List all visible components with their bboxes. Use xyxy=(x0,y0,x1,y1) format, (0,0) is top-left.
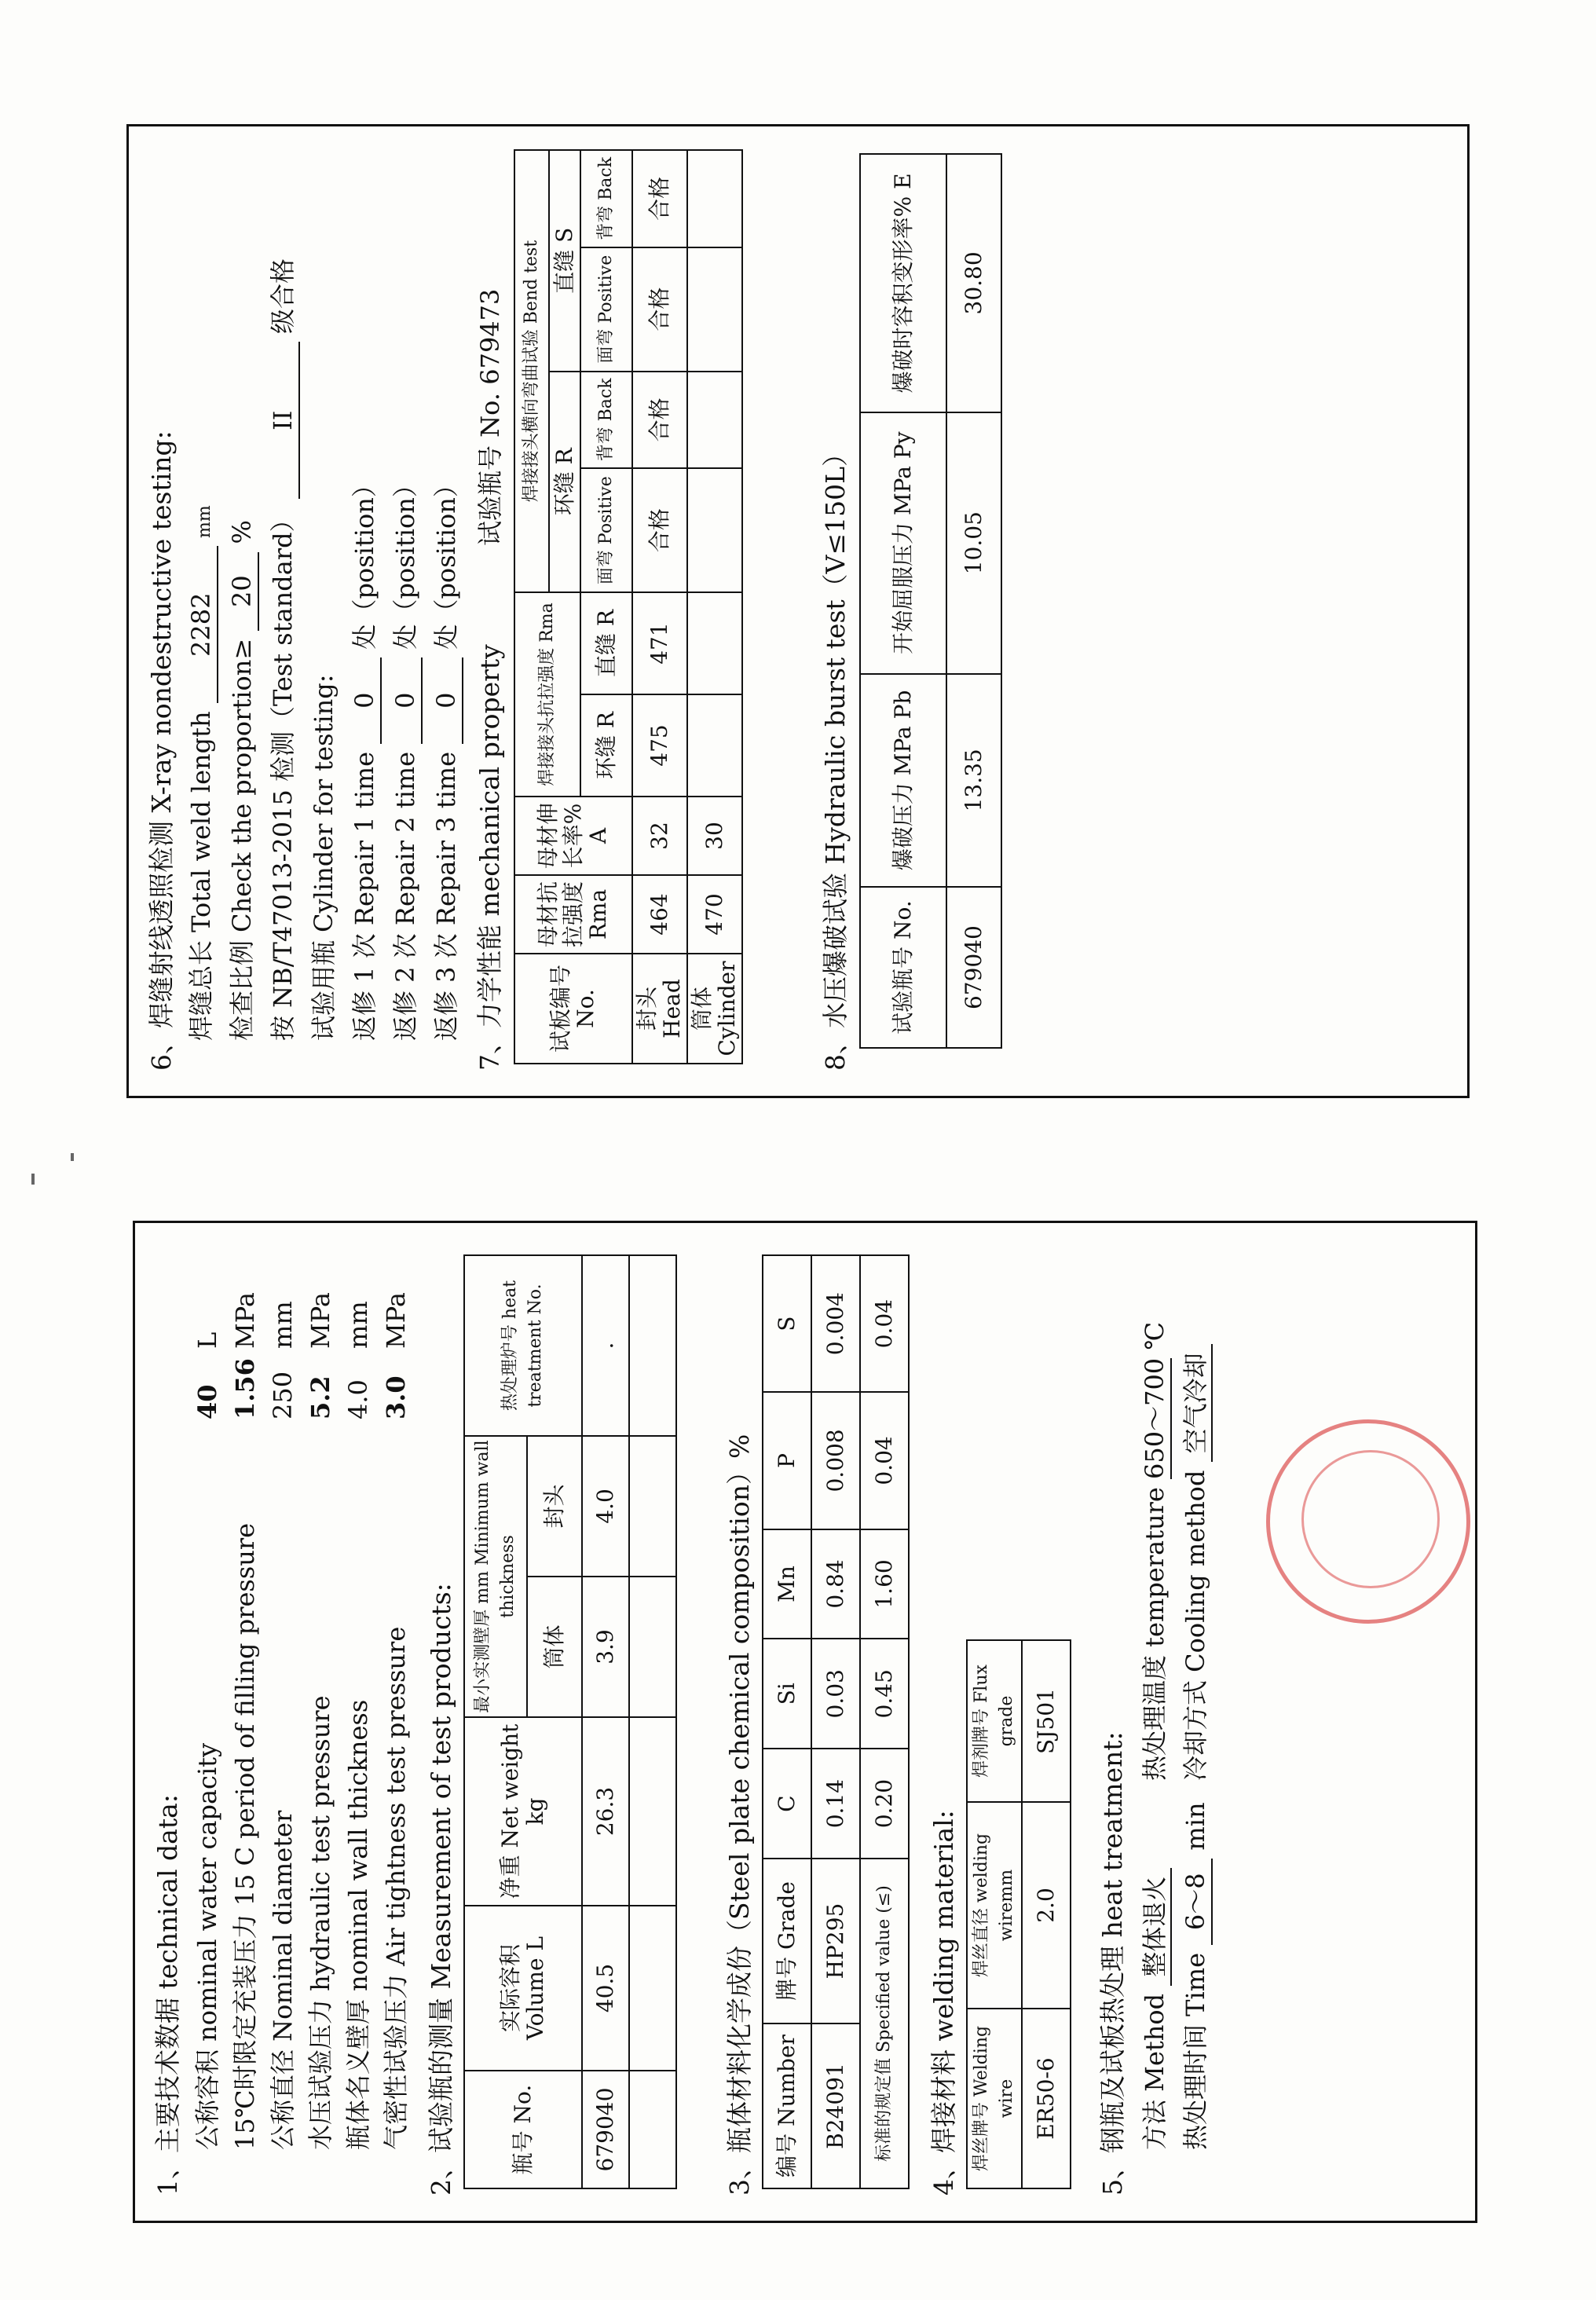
cell-flux: SJ501 xyxy=(1022,1640,1071,1802)
th-flux: 焊剂牌号 Flux grade xyxy=(967,1640,1022,1802)
sec6-std-row xyxy=(267,258,300,1041)
sec1-label-3: 公称直径 Nominal diameter xyxy=(268,1810,298,2150)
cell-volume: 40.5 xyxy=(582,1906,629,2071)
th-weld-long: 直缝 R xyxy=(580,592,632,694)
cell-burst-pressure: 13.35 xyxy=(946,674,1001,888)
sec1-label-1: 公称容积 nominal water capacity xyxy=(192,1742,222,2150)
repair-1-value: 0 xyxy=(349,657,382,744)
sec1-value-5: 4.0 xyxy=(343,1379,373,1419)
sec5-temp-value: 650～700 xyxy=(1139,1358,1172,1479)
th-bend-back-s: 背弯 Back xyxy=(580,150,632,247)
sec1-value-3: 250 xyxy=(268,1371,298,1419)
sec5-time-value: 6～8 xyxy=(1180,1859,1213,1945)
cell-head-weld-long: 471 xyxy=(632,592,687,694)
sec5-cool-label: 冷却方式 Cooling method xyxy=(1181,1470,1210,1781)
sec2-title: 2、试验瓶的测量 Measurement of test products: xyxy=(426,1583,456,2196)
scan-speck xyxy=(71,1153,74,1161)
cell-cyl-a: 30 xyxy=(687,797,742,875)
cell-si: 0.03 xyxy=(811,1639,860,1749)
measurement-table xyxy=(463,1254,677,2189)
cell-spec-c: 0.20 xyxy=(860,1749,909,1859)
th-si: Si xyxy=(763,1639,811,1749)
sec1-unit-1: L xyxy=(192,1331,222,1349)
cell-c: 0.14 xyxy=(811,1749,860,1859)
cell-spec-label: 标准的规定值 Specified value (≤) xyxy=(860,1859,909,2188)
th-bend-back-r: 背弯 Back xyxy=(580,372,632,469)
th-heat-no: 热处理炉号 heat treatment No. xyxy=(464,1255,582,1436)
scan-speck xyxy=(31,1174,35,1185)
th-weld-circ: 环缝 R xyxy=(580,694,632,797)
th-wire: 焊丝牌号 Welding wire xyxy=(967,2009,1022,2188)
sec6-repair-2 xyxy=(390,472,423,1041)
repair-3-label: 返修 3 次 Repair 3 time xyxy=(431,751,461,1041)
cell-no: 679040 xyxy=(582,2071,629,2188)
cell-spec-si: 0.45 xyxy=(860,1639,909,1749)
cell-spec-p: 0.04 xyxy=(860,1392,909,1529)
sec5-method-value: 整体退火 xyxy=(1139,1868,1172,1986)
th-grade: 牌号 Grade xyxy=(763,1859,811,2023)
sec1-label-4: 水压试验压力 hydraulic test pressure xyxy=(306,1695,335,2150)
cell-head-rma: 464 xyxy=(632,875,687,954)
sec5-time-row xyxy=(1180,1802,1213,2150)
sec1-value-4: 5.2 xyxy=(306,1375,335,1419)
sec5-temp-label: 热处理温度 temperature xyxy=(1140,1487,1170,1781)
repair-2-unit: 处（position） xyxy=(390,472,420,650)
th-head: 封头 xyxy=(527,1436,582,1577)
sec7-bottle-no: 试验瓶号 No. 679473 xyxy=(475,288,505,546)
cell-wire-dia: 2.0 xyxy=(1022,1802,1071,2009)
th-shell: 筒体 xyxy=(527,1577,582,1717)
sec5-time-label: 热处理时间 Time xyxy=(1181,1952,1210,2150)
sec1-value-2: 1.56 xyxy=(230,1358,260,1419)
sec5-cool-row xyxy=(1180,1344,1213,1781)
burst-table xyxy=(859,153,1002,1049)
cell-spec-mn: 1.60 xyxy=(860,1529,909,1639)
cell-head-bend-1: 合格 xyxy=(632,468,687,592)
cell-burst-no: 679040 xyxy=(946,887,1001,1048)
sec5-temp-unit: ℃ xyxy=(1140,1321,1170,1350)
sec6-len-row xyxy=(185,505,221,1041)
sec5-cool-value: 空气冷却 xyxy=(1180,1344,1213,1462)
sec5-method-row xyxy=(1139,1868,1172,2150)
cell-s: 0.004 xyxy=(811,1255,860,1392)
th-min-wall: 最小实测壁厚 mm Minimum wall thickness xyxy=(464,1436,527,1717)
th-base-rma: 母材抗拉强度 Rma xyxy=(514,875,632,954)
repair-1-label: 返修 1 次 Repair 1 time xyxy=(350,751,379,1041)
cell-volume-deform: 30.80 xyxy=(946,154,1001,412)
cell-cyl-label: 筒体 Cylinder xyxy=(687,954,742,1064)
sec1-value-1: 40 xyxy=(192,1384,222,1419)
sec3-title: 3、瓶体材料化学成份（Steel plate chemical composition）% xyxy=(724,1434,755,2196)
chemistry-table xyxy=(762,1254,910,2189)
th-c: C xyxy=(763,1749,811,1859)
repair-1-unit: 处（position） xyxy=(350,472,379,650)
sec1-unit-6: MPa xyxy=(381,1292,411,1349)
th-s: S xyxy=(763,1255,811,1392)
cell-yield-pressure: 10.05 xyxy=(946,412,1001,674)
sec6-repair-3 xyxy=(430,472,463,1041)
welding-table xyxy=(966,1639,1071,2189)
th-bend-pos-s: 面弯 Positive xyxy=(580,247,632,372)
mechanical-table xyxy=(514,149,743,1064)
sec1-unit-4: MPa xyxy=(306,1292,335,1349)
th-bottle-no: 瓶号 No. xyxy=(464,2071,582,2188)
cell-head-bend-2: 合格 xyxy=(632,372,687,469)
th-wire-dia: 焊丝直径 welding wiremm xyxy=(967,1802,1022,2009)
th-bend-test: 焊接接头横向弯曲试验 Bend test xyxy=(514,150,549,592)
th-number: 编号 Number xyxy=(763,2023,811,2188)
th-bend-circ: 环缝 R xyxy=(549,372,580,593)
cell-cyl-rma: 470 xyxy=(687,875,742,954)
cell-spec-s: 0.04 xyxy=(860,1255,909,1392)
sec1-label-5: 瓶体名义壁厚 nominal wall thickness xyxy=(343,1699,373,2150)
sec1-title: 1、主要技术数据 technical data: xyxy=(152,1794,183,2196)
th-base-a: 母材伸长率% A xyxy=(514,797,632,875)
cell-shell: 3.9 xyxy=(582,1577,629,1717)
sec4-title: 4、焊接材料 welding material: xyxy=(928,1810,959,2196)
sec6-prop-value: 20 xyxy=(226,552,259,631)
sec5-title: 5、钢瓶及试板热处理 heat treatment: xyxy=(1097,1731,1128,2196)
sec1-label-6: 气密性试验压力 Air tightness test pressure xyxy=(381,1626,411,2150)
th-volume-deform: 爆破时容积变形率% E xyxy=(860,154,946,412)
th-burst-no: 试验瓶号 No. xyxy=(860,887,946,1048)
th-weld-rma: 焊接接头抗拉强度 Rma xyxy=(514,592,580,797)
cell-number: B24091 xyxy=(811,2023,860,2188)
sec1-unit-5: mm xyxy=(343,1301,373,1349)
sec6-std-label: 按 NB/T47013-2015 检测（Test standard） xyxy=(268,507,298,1041)
sec6-len-unit: mm xyxy=(195,505,214,539)
red-seal-stamp xyxy=(1266,1419,1470,1624)
panel-technical-data xyxy=(133,1221,1477,2223)
cell-weight: 26.3 xyxy=(582,1717,629,1906)
cell-wire: ER50-6 xyxy=(1022,2009,1071,2188)
repair-2-label: 返修 2 次 Repair 2 time xyxy=(390,751,420,1041)
sec6-title: 6、焊缝射线透照检测 X-ray nondestructive testing: xyxy=(146,430,177,1071)
th-bend-long: 直缝 S xyxy=(549,150,580,372)
cell-heat: . xyxy=(582,1255,629,1436)
sec6-std-unit: 级合格 xyxy=(268,258,298,335)
cell-head-bend-3: 合格 xyxy=(632,247,687,372)
cell-head-bend-4: 合格 xyxy=(632,150,687,247)
sec6-prop-label: 检查比例 Check the proportion≥ xyxy=(227,638,257,1041)
th-p: P xyxy=(763,1392,811,1529)
sec6-len-label: 焊缝总长 Total weld length xyxy=(186,711,216,1041)
cell-head-label: 封头 Head xyxy=(632,954,687,1064)
sec1-unit-2: MPa xyxy=(230,1292,260,1349)
sec1-unit-3: mm xyxy=(268,1301,298,1349)
th-volume: 实际容积 Volume L xyxy=(464,1906,582,2071)
th-net-weight: 净重 Net weight kg xyxy=(464,1717,582,1906)
cell-p: 0.008 xyxy=(811,1392,860,1529)
repair-3-unit: 处（position） xyxy=(431,472,461,650)
sec5-time-unit: min xyxy=(1181,1802,1210,1851)
th-bend-pos-r: 面弯 Positive xyxy=(580,468,632,592)
th-burst-pressure: 爆破压力 MPa Pb xyxy=(860,674,946,888)
sec6-repair-1 xyxy=(349,472,382,1041)
sec6-std-value: II xyxy=(267,342,300,499)
sec8-title: 8、水压爆破试验 Hydraulic burst test（V≤150L） xyxy=(820,440,851,1071)
sec5-temp-row xyxy=(1139,1322,1172,1781)
th-mn: Mn xyxy=(763,1529,811,1639)
sec6-len-value: 2282 xyxy=(185,546,218,703)
sec7-title: 7、力学性能 mechanical property xyxy=(474,644,505,1071)
sec6-prop-row xyxy=(226,520,259,1041)
sec6-prop-unit: % xyxy=(227,520,257,544)
cell-grade: HP295 xyxy=(811,1859,860,2023)
sec6-cyl-label: 试验用瓶 Cylinder for testing: xyxy=(309,674,339,1041)
sec5-method-label: 方法 Method xyxy=(1140,1993,1170,2150)
th-yield-pressure: 开始屈服压力 MPa Py xyxy=(860,412,946,674)
repair-3-value: 0 xyxy=(430,657,463,744)
cell-head-a: 32 xyxy=(632,797,687,875)
cell-head: 4.0 xyxy=(582,1436,629,1577)
panel-testing xyxy=(126,124,1470,1098)
repair-2-value: 0 xyxy=(390,657,423,744)
th-plate-no: 试板编号 No. xyxy=(514,954,632,1064)
cell-head-weld-circ: 475 xyxy=(632,694,687,797)
sec1-value-6: 3.0 xyxy=(381,1375,411,1419)
cell-mn: 0.84 xyxy=(811,1529,860,1639)
sec1-label-2: 15℃时限定充装压力 15 C period of filling pressure xyxy=(230,1522,260,2150)
